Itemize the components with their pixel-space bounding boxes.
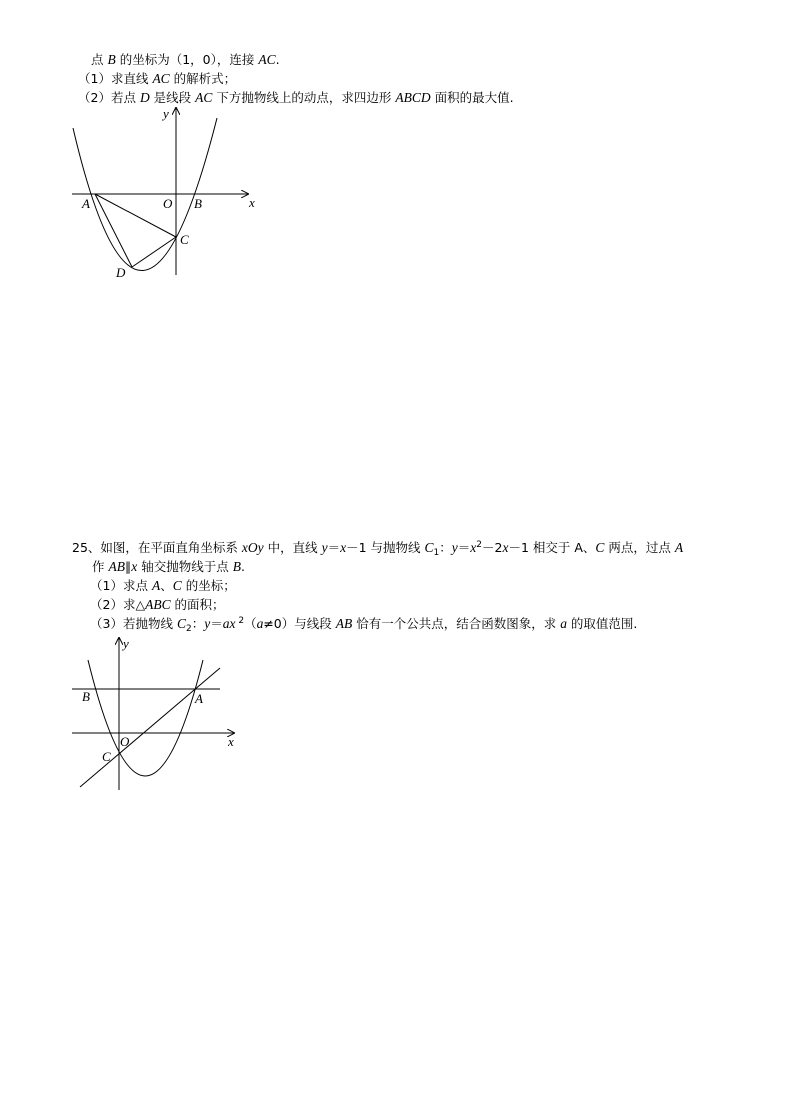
text: 作 bbox=[92, 559, 109, 574]
var: C bbox=[172, 578, 182, 593]
var: AC bbox=[152, 71, 170, 86]
text: 恰有一个公共点，结合函数图象，求 bbox=[352, 616, 561, 631]
text: 是线段 bbox=[149, 90, 196, 105]
text: 的面积； bbox=[170, 597, 225, 612]
text: （2）求△ bbox=[90, 597, 146, 612]
line-y-x-1 bbox=[80, 668, 220, 787]
text: （3）若抛物线 bbox=[90, 616, 177, 631]
var: y bbox=[451, 540, 458, 555]
var: a bbox=[256, 616, 264, 631]
text: 的解析式； bbox=[169, 71, 237, 86]
var: x bbox=[470, 540, 477, 555]
text: 的坐标； bbox=[181, 578, 236, 593]
label-C: C bbox=[102, 749, 111, 764]
var: AC bbox=[258, 52, 276, 67]
var: AB bbox=[335, 616, 353, 631]
text: ： bbox=[191, 616, 205, 631]
text: （1）求点 bbox=[90, 578, 152, 593]
text: ＝ bbox=[210, 616, 223, 631]
var: C bbox=[595, 540, 605, 555]
text: 轴交抛物线于点 bbox=[137, 559, 233, 574]
text: ： bbox=[439, 540, 452, 555]
text: 两点，过点 bbox=[604, 540, 675, 555]
text: －1 相交于 A、 bbox=[508, 540, 596, 555]
var: y bbox=[321, 540, 328, 555]
label-x: x bbox=[228, 734, 234, 749]
label-C: C bbox=[180, 232, 189, 247]
var: C bbox=[176, 616, 186, 631]
superscript: 2 bbox=[476, 540, 483, 550]
figure-25 bbox=[72, 638, 234, 790]
text: ＝ bbox=[327, 540, 341, 555]
text: （ bbox=[244, 616, 257, 631]
var: ABCD bbox=[395, 90, 431, 105]
text: －1 与抛物线 bbox=[346, 540, 425, 555]
label-A: A bbox=[82, 196, 90, 211]
var: B bbox=[232, 559, 241, 574]
var: B bbox=[107, 52, 116, 67]
text: . bbox=[240, 559, 245, 574]
text: （1）求直线 bbox=[78, 71, 153, 86]
text: 25、如图，在平面直角坐标系 bbox=[72, 540, 242, 555]
label-D: D bbox=[116, 265, 126, 280]
var: xOy bbox=[241, 540, 264, 555]
label-y: y bbox=[163, 106, 169, 121]
text: 点 bbox=[91, 52, 108, 67]
segment-AD bbox=[95, 194, 132, 267]
label-O: O bbox=[120, 734, 130, 749]
subscript: 1 bbox=[433, 548, 440, 558]
text: －2 bbox=[482, 540, 503, 555]
label-B: B bbox=[82, 689, 90, 704]
text: （2）若点 bbox=[78, 90, 140, 105]
var: a bbox=[560, 616, 567, 631]
var: D bbox=[139, 90, 150, 105]
text: 、 bbox=[160, 578, 173, 593]
text: ∥ bbox=[124, 559, 132, 574]
var: AC bbox=[195, 90, 213, 105]
label-B: B bbox=[194, 196, 202, 211]
text: 面积的最大值. bbox=[430, 90, 514, 105]
text: ＝ bbox=[457, 540, 471, 555]
var: A bbox=[674, 540, 684, 555]
text: . bbox=[275, 52, 280, 67]
text: 下方抛物线上的动点，求四边形 bbox=[212, 90, 396, 105]
text: ≠0）与线段 bbox=[263, 616, 336, 631]
text: 的取值范围. bbox=[566, 616, 638, 631]
superscript: 2 bbox=[235, 616, 245, 626]
figure-24 bbox=[72, 108, 248, 275]
var: x bbox=[340, 540, 347, 555]
segment-DC bbox=[132, 237, 176, 267]
var: A bbox=[151, 578, 161, 593]
label-x: x bbox=[249, 195, 255, 210]
var: x bbox=[502, 540, 509, 555]
text: 的坐标为（1，0），连接 bbox=[115, 52, 259, 67]
subscript: 2 bbox=[185, 624, 192, 634]
var: ABC bbox=[145, 597, 171, 612]
text: 中，直线 bbox=[263, 540, 322, 555]
var: x bbox=[131, 559, 138, 574]
var: y bbox=[204, 616, 211, 631]
label-A: A bbox=[195, 691, 203, 706]
var: C bbox=[424, 540, 434, 555]
label-O: O bbox=[163, 196, 173, 211]
var: ax bbox=[222, 616, 236, 631]
label-y: y bbox=[123, 636, 129, 651]
var: AB bbox=[108, 559, 125, 574]
